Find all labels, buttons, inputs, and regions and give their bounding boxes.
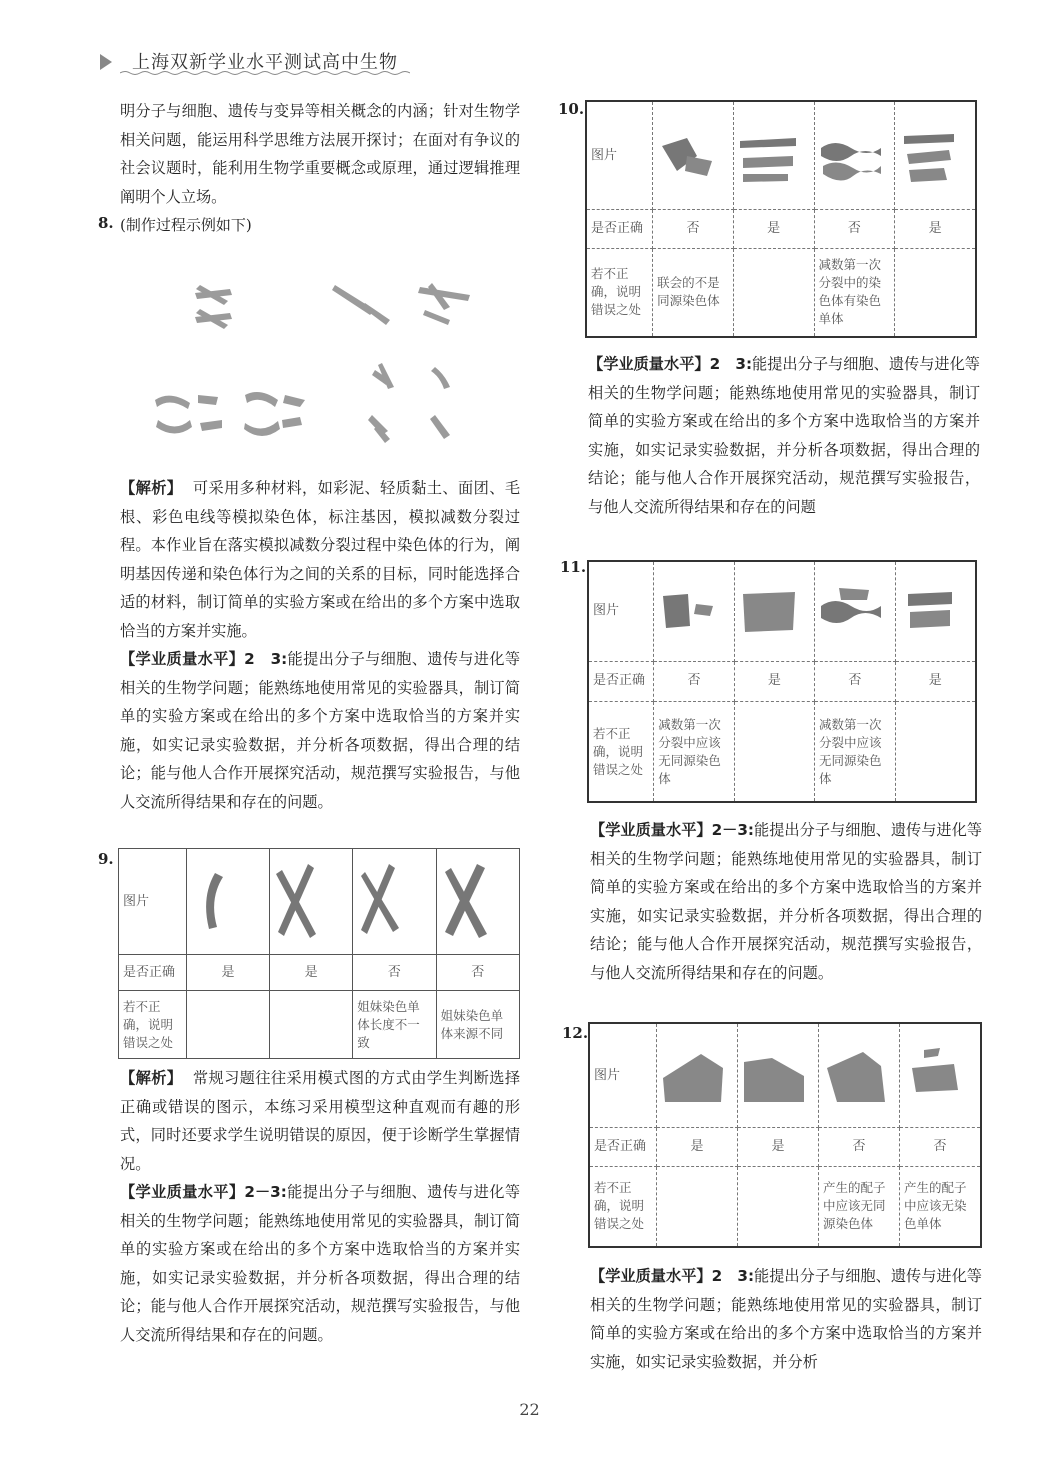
header-wave-underline	[120, 70, 410, 76]
q9-row-label-error: 若不正确，说明错误之处	[119, 991, 187, 1059]
q12-image-3	[819, 1023, 900, 1128]
q11-correct-2: 是	[734, 661, 814, 701]
q11-image-1	[654, 561, 734, 661]
q9-image-1	[187, 849, 270, 955]
q12-image-2	[738, 1023, 819, 1128]
q12-correct-2: 是	[738, 1128, 819, 1166]
q11-correct-3: 否	[815, 661, 896, 701]
q12-correct-3: 否	[819, 1128, 900, 1166]
q9-error-1	[187, 991, 270, 1059]
q8-analysis-label: 【解析】	[120, 479, 183, 497]
q10-image-4	[895, 101, 976, 210]
q10-correct-1: 否	[653, 210, 734, 248]
question-8-text: (制作过程示例如下)	[120, 216, 252, 234]
q11-quality: 【学业质量水平】2－3:能提出分子与细胞、遗传与进化等相关的生物学问题；能熟练地使用常见的实验器具，制订简单的实验方案或在给出的多个方案中选取恰当的方案并实施，如实记录实验数据，并分析各项数据，得出合理的结论；能与他人合作开展探究活动，规范撰写实验报告，与他人交流所得结果和存在的问题。	[590, 821, 983, 982]
q9-analysis: 【解析】 常规习题往往采用模式图的方式由学生判断选择正确或错误的图示，本练习采用模型这种直观而有趣的形式，同时还要求学生说明错误的原因，便于诊断学生掌握情况。	[120, 1069, 521, 1173]
q12-correct-4: 否	[900, 1128, 982, 1166]
q11-row-label-correct: 是否正确	[588, 661, 654, 701]
q12-error-1	[657, 1166, 738, 1247]
q10-image-1	[653, 101, 734, 210]
page-number: 22	[519, 1400, 540, 1419]
q9-error-4: 姐妹染色单体来源不同	[436, 991, 519, 1059]
book-title: 上海双新学业水平测试高中生物	[132, 52, 398, 73]
q10-correct-2: 是	[733, 210, 814, 248]
q11-error-3: 减数第一次分裂中应该无同源染色体	[815, 702, 896, 802]
q11-row-label-image: 图片	[588, 561, 654, 661]
q10-error-1: 联会的不是同源染色体	[653, 248, 734, 337]
q9-analysis-label: 【解析】	[120, 1069, 183, 1087]
q11-image-2	[734, 561, 814, 661]
question-12-number: 12.	[562, 1024, 589, 1042]
q8-quality-label: 【学业质量水平】	[120, 650, 245, 668]
q8-chromosome-group-1	[195, 285, 232, 329]
q11-correct-1: 否	[654, 661, 734, 701]
intro-paragraph: 明分子与细胞、遗传与变异等相关概念的内涵；针对生物学相关问题，能运用科学思维方法展开探讨；在面对有争议的社会议题时，能利用生物学重要概念或原理，通过逻辑推理阐明个人立场。	[120, 102, 520, 206]
q8-analysis: 【解析】 可采用多种材料，如彩泥、轻质黏土、面团、毛根、彩色电线等模拟染色体，标注基因，模拟减数分裂过程。本作业旨在落实模拟减数分裂过程中染色体的行为，阐明基因传递和染色体行为之间的关系的目标，同时能选择合适的材料，制订简单的实验方案或在给出的多个方案中选取恰当的方案并实施。	[120, 479, 521, 640]
q8-quality: 【学业质量水平】2 3:能提出分子与细胞、遗传与进化等相关的生物学问题；能熟练地使用常见的实验器具，制订简单的实验方案或在给出的多个方案中选取恰当的方案并实施，如实记录实验数据，并分析各项数据，得出合理的结论；能与他人合作开展探究活动，规范撰写实验报告，与他人交流所得结果和存在的问题。	[120, 650, 521, 811]
q12-table	[588, 1022, 982, 1248]
q10-row-label-image: 图片	[586, 101, 653, 210]
q10-image-2	[733, 101, 814, 210]
q11-image-3	[815, 561, 896, 661]
q10-correct-4: 是	[895, 210, 976, 248]
q10-error-4	[895, 248, 976, 337]
q10-image-3	[814, 101, 895, 210]
q9-correct-2: 是	[270, 955, 353, 991]
q9-quality-label: 【学业质量水平】	[120, 1183, 245, 1201]
q11-quality-label: 【学业质量水平】	[590, 821, 712, 839]
q9-correct-1: 是	[187, 955, 270, 991]
q8-chromosome-group-3	[155, 392, 305, 436]
q12-error-2	[738, 1166, 819, 1247]
q10-row-label-correct: 是否正确	[586, 210, 653, 248]
q12-error-3: 产生的配子中应该无同源染色体	[819, 1166, 900, 1247]
q12-correct-1: 是	[657, 1128, 738, 1166]
q12-quality: 【学业质量水平】2 3:能提出分子与细胞、遗传与进化等相关的生物学问题；能熟练地使用常见的实验器具，制订简单的实验方案或在给出的多个方案中选取恰当的方案并实施，如实记录实验数据，并分析	[590, 1267, 982, 1371]
q11-error-4	[895, 702, 976, 802]
q9-error-3: 姐妹染色单体长度不一致	[353, 991, 436, 1059]
q11-row-label-error: 若不正确，说明错误之处	[588, 702, 654, 802]
q12-error-4: 产生的配子中应该无染色单体	[900, 1166, 982, 1247]
q10-quality-label: 【学业质量水平】	[588, 355, 710, 373]
q10-correct-3: 否	[814, 210, 895, 248]
q9-row-label-correct: 是否正确	[119, 955, 187, 991]
q9-quality: 【学业质量水平】2－3:能提出分子与细胞、遗传与进化等相关的生物学问题；能熟练地使用常见的实验器具，制订简单的实验方案或在给出的多个方案中选取恰当的方案并实施，如实记录实验数据，并分析各项数据，得出合理的结论；能与他人合作开展探究活动，规范撰写实验报告，与他人交流所得结果和存在的问题。	[120, 1183, 521, 1344]
question-8-number: 8.	[98, 214, 114, 232]
q8-chromosome-group-4	[368, 363, 450, 443]
q10-error-3: 减数第一次分裂中的染色体有染色单体	[814, 248, 895, 337]
question-9-number: 9.	[98, 850, 114, 868]
q12-row-label-correct: 是否正确	[589, 1128, 657, 1166]
q9-image-2	[270, 849, 353, 955]
q9-error-2	[270, 991, 353, 1059]
header-arrow-icon	[100, 54, 112, 70]
q11-correct-4: 是	[895, 661, 976, 701]
q10-quality: 【学业质量水平】2 3:能提出分子与细胞、遗传与进化等相关的生物学问题；能熟练地使用常见的实验器具，制订简单的实验方案或在给出的多个方案中选取恰当的方案并实施，如实记录实验数据，并分析各项数据，得出合理的结论；能与他人合作开展探究活动，规范撰写实验报告，与他人交流所得结果和存在的问题	[588, 355, 980, 516]
q8-model-figure	[150, 255, 480, 455]
q12-row-label-image: 图片	[589, 1023, 657, 1128]
q10-row-label-error: 若不正确，说明错误之处	[586, 248, 653, 337]
q11-error-2	[734, 702, 814, 802]
q10-table	[585, 100, 977, 338]
running-header	[100, 48, 420, 78]
q9-table	[118, 848, 520, 1059]
q12-image-4	[900, 1023, 982, 1128]
q12-image-1	[657, 1023, 738, 1128]
q11-error-1: 减数第一次分裂中应该无同源染色体	[654, 702, 734, 802]
q9-image-3	[353, 849, 436, 955]
q10-error-2	[733, 248, 814, 337]
q11-image-4	[895, 561, 976, 661]
q9-row-label-image: 图片	[119, 849, 187, 955]
q8-chromosome-group-2	[332, 283, 470, 325]
question-11-number: 11.	[560, 558, 587, 576]
q9-correct-4: 否	[436, 955, 519, 991]
question-10-number: 10.	[558, 100, 585, 118]
q11-table	[587, 560, 977, 803]
q12-row-label-error: 若不正确，说明错误之处	[589, 1166, 657, 1247]
q9-image-4	[436, 849, 519, 955]
q9-correct-3: 否	[353, 955, 436, 991]
q12-quality-label: 【学业质量水平】	[590, 1267, 712, 1285]
